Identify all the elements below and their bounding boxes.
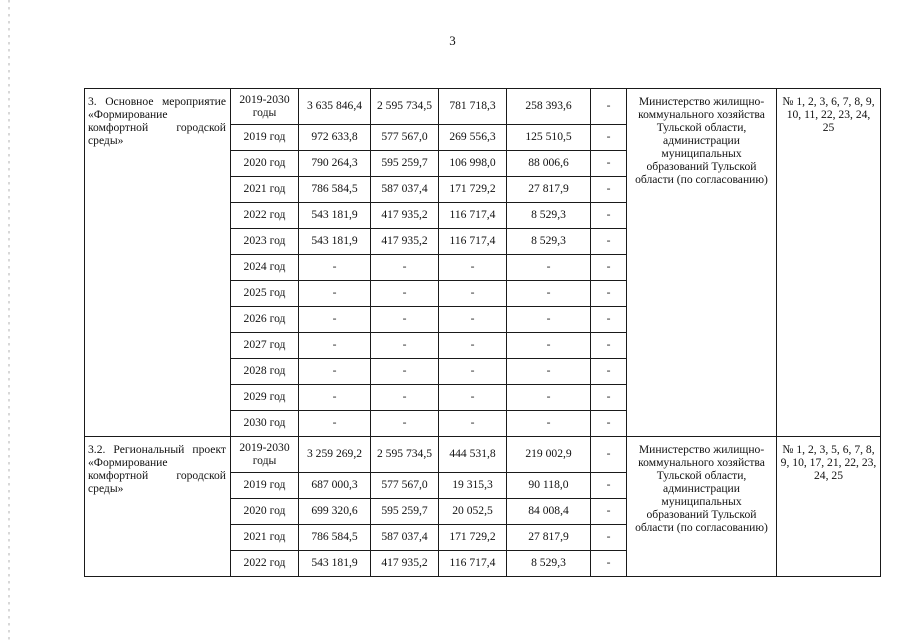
amount-cell: - bbox=[371, 385, 439, 411]
amount-cell: 2 595 734,5 bbox=[371, 89, 439, 125]
activity-name-cell: 3.2. Региональный проект «Формирование комфортной городской среды» bbox=[85, 437, 231, 577]
amount-cell: - bbox=[591, 125, 627, 151]
period-cell: 2021 год bbox=[231, 177, 299, 203]
period-cell: 2025 год bbox=[231, 281, 299, 307]
period-cell: 2022 год bbox=[231, 551, 299, 577]
table-row bbox=[85, 437, 881, 473]
amount-cell: - bbox=[591, 203, 627, 229]
amount-cell: - bbox=[439, 411, 507, 437]
amount-cell: 587 037,4 bbox=[371, 525, 439, 551]
amount-cell: - bbox=[591, 551, 627, 577]
amount-cell: 543 181,9 bbox=[299, 229, 371, 255]
amount-cell: - bbox=[371, 255, 439, 281]
amount-cell: 219 002,9 bbox=[507, 437, 591, 473]
amount-cell: 972 633,8 bbox=[299, 125, 371, 151]
period-cell: 2030 год bbox=[231, 411, 299, 437]
amount-cell: - bbox=[371, 281, 439, 307]
amount-cell: 543 181,9 bbox=[299, 203, 371, 229]
budget-table bbox=[84, 88, 881, 577]
amount-cell: - bbox=[591, 177, 627, 203]
amount-cell: 543 181,9 bbox=[299, 551, 371, 577]
period-cell: 2024 год bbox=[231, 255, 299, 281]
amount-cell: 3 635 846,4 bbox=[299, 89, 371, 125]
amount-cell: - bbox=[439, 255, 507, 281]
amount-cell: - bbox=[591, 437, 627, 473]
amount-cell: 269 556,3 bbox=[439, 125, 507, 151]
amount-cell: - bbox=[591, 473, 627, 499]
amount-cell: 116 717,4 bbox=[439, 229, 507, 255]
amount-cell: - bbox=[591, 229, 627, 255]
amount-cell: - bbox=[507, 411, 591, 437]
table-row bbox=[85, 89, 881, 125]
amount-cell: - bbox=[591, 385, 627, 411]
amount-cell: - bbox=[591, 525, 627, 551]
amount-cell: - bbox=[507, 385, 591, 411]
page-number: 3 bbox=[449, 33, 456, 48]
amount-cell: 587 037,4 bbox=[371, 177, 439, 203]
amount-cell: - bbox=[299, 385, 371, 411]
responsible-executor-cell: Министерство жилищно-коммунального хозяйства Тульской области, администрации муниципальных образований Тульской области (по согласованию) bbox=[627, 89, 777, 437]
amount-cell: - bbox=[507, 255, 591, 281]
indicators-cell: № 1, 2, 3, 5, 6, 7, 8, 9, 10, 17, 21, 22, 23, 24, 25 bbox=[777, 437, 881, 577]
amount-cell: 417 935,2 bbox=[371, 203, 439, 229]
amount-cell: 106 998,0 bbox=[439, 151, 507, 177]
amount-cell: 8 529,3 bbox=[507, 203, 591, 229]
period-cell: 2019 год bbox=[231, 125, 299, 151]
period-cell: 2027 год bbox=[231, 333, 299, 359]
amount-cell: - bbox=[371, 359, 439, 385]
amount-cell: - bbox=[507, 307, 591, 333]
amount-cell: - bbox=[299, 307, 371, 333]
amount-cell: 595 259,7 bbox=[371, 499, 439, 525]
amount-cell: 699 320,6 bbox=[299, 499, 371, 525]
amount-cell: 790 264,3 bbox=[299, 151, 371, 177]
amount-cell: - bbox=[299, 281, 371, 307]
amount-cell: - bbox=[591, 499, 627, 525]
amount-cell: 781 718,3 bbox=[439, 89, 507, 125]
amount-cell: - bbox=[371, 333, 439, 359]
amount-cell: - bbox=[591, 151, 627, 177]
period-cell: 2021 год bbox=[231, 525, 299, 551]
amount-cell: - bbox=[371, 307, 439, 333]
amount-cell: 116 717,4 bbox=[439, 203, 507, 229]
amount-cell: - bbox=[299, 359, 371, 385]
amount-cell: 27 817,9 bbox=[507, 177, 591, 203]
amount-cell: 417 935,2 bbox=[371, 551, 439, 577]
amount-cell: - bbox=[507, 281, 591, 307]
amount-cell: 27 817,9 bbox=[507, 525, 591, 551]
amount-cell: 116 717,4 bbox=[439, 551, 507, 577]
period-cell: 2020 год bbox=[231, 151, 299, 177]
amount-cell: - bbox=[439, 281, 507, 307]
amount-cell: 90 118,0 bbox=[507, 473, 591, 499]
amount-cell: - bbox=[439, 385, 507, 411]
amount-cell: - bbox=[299, 411, 371, 437]
amount-cell: 2 595 734,5 bbox=[371, 437, 439, 473]
amount-cell: 19 315,3 bbox=[439, 473, 507, 499]
amount-cell: 258 393,6 bbox=[507, 89, 591, 125]
amount-cell: 171 729,2 bbox=[439, 525, 507, 551]
amount-cell: 20 052,5 bbox=[439, 499, 507, 525]
amount-cell: - bbox=[591, 307, 627, 333]
amount-cell: - bbox=[591, 89, 627, 125]
period-cell: 2023 год bbox=[231, 229, 299, 255]
period-cell: 2019-2030 годы bbox=[231, 89, 299, 125]
scan-margin-marks bbox=[8, 0, 10, 640]
amount-cell: 444 531,8 bbox=[439, 437, 507, 473]
period-cell: 2019 год bbox=[231, 473, 299, 499]
amount-cell: - bbox=[591, 255, 627, 281]
amount-cell: - bbox=[299, 255, 371, 281]
amount-cell: 8 529,3 bbox=[507, 229, 591, 255]
amount-cell: 8 529,3 bbox=[507, 551, 591, 577]
amount-cell: 786 584,5 bbox=[299, 177, 371, 203]
period-cell: 2028 год bbox=[231, 359, 299, 385]
amount-cell: 577 567,0 bbox=[371, 473, 439, 499]
amount-cell: 3 259 269,2 bbox=[299, 437, 371, 473]
amount-cell: 171 729,2 bbox=[439, 177, 507, 203]
period-cell: 2029 год bbox=[231, 385, 299, 411]
activity-name-cell: 3. Основное мероприятие «Формирование комфортной городской среды» bbox=[85, 89, 231, 437]
period-cell: 2026 год bbox=[231, 307, 299, 333]
amount-cell: 88 006,6 bbox=[507, 151, 591, 177]
amount-cell: 595 259,7 bbox=[371, 151, 439, 177]
amount-cell: - bbox=[591, 359, 627, 385]
responsible-executor-cell: Министерство жилищно-коммунального хозяйства Тульской области, администрации муниципальных образований Тульской области (по согласованию) bbox=[627, 437, 777, 577]
period-cell: 2022 год bbox=[231, 203, 299, 229]
amount-cell: 417 935,2 bbox=[371, 229, 439, 255]
indicators-cell: № 1, 2, 3, 6, 7, 8, 9, 10, 11, 22, 23, 24, 25 bbox=[777, 89, 881, 437]
amount-cell: - bbox=[591, 333, 627, 359]
amount-cell: - bbox=[507, 333, 591, 359]
amount-cell: 687 000,3 bbox=[299, 473, 371, 499]
amount-cell: - bbox=[507, 359, 591, 385]
amount-cell: - bbox=[591, 281, 627, 307]
amount-cell: - bbox=[299, 333, 371, 359]
amount-cell: 84 008,4 bbox=[507, 499, 591, 525]
amount-cell: - bbox=[439, 359, 507, 385]
amount-cell: - bbox=[591, 411, 627, 437]
amount-cell: - bbox=[439, 307, 507, 333]
period-cell: 2020 год bbox=[231, 499, 299, 525]
amount-cell: - bbox=[371, 411, 439, 437]
amount-cell: 577 567,0 bbox=[371, 125, 439, 151]
amount-cell: 786 584,5 bbox=[299, 525, 371, 551]
amount-cell: - bbox=[439, 333, 507, 359]
period-cell: 2019-2030 годы bbox=[231, 437, 299, 473]
amount-cell: 125 510,5 bbox=[507, 125, 591, 151]
